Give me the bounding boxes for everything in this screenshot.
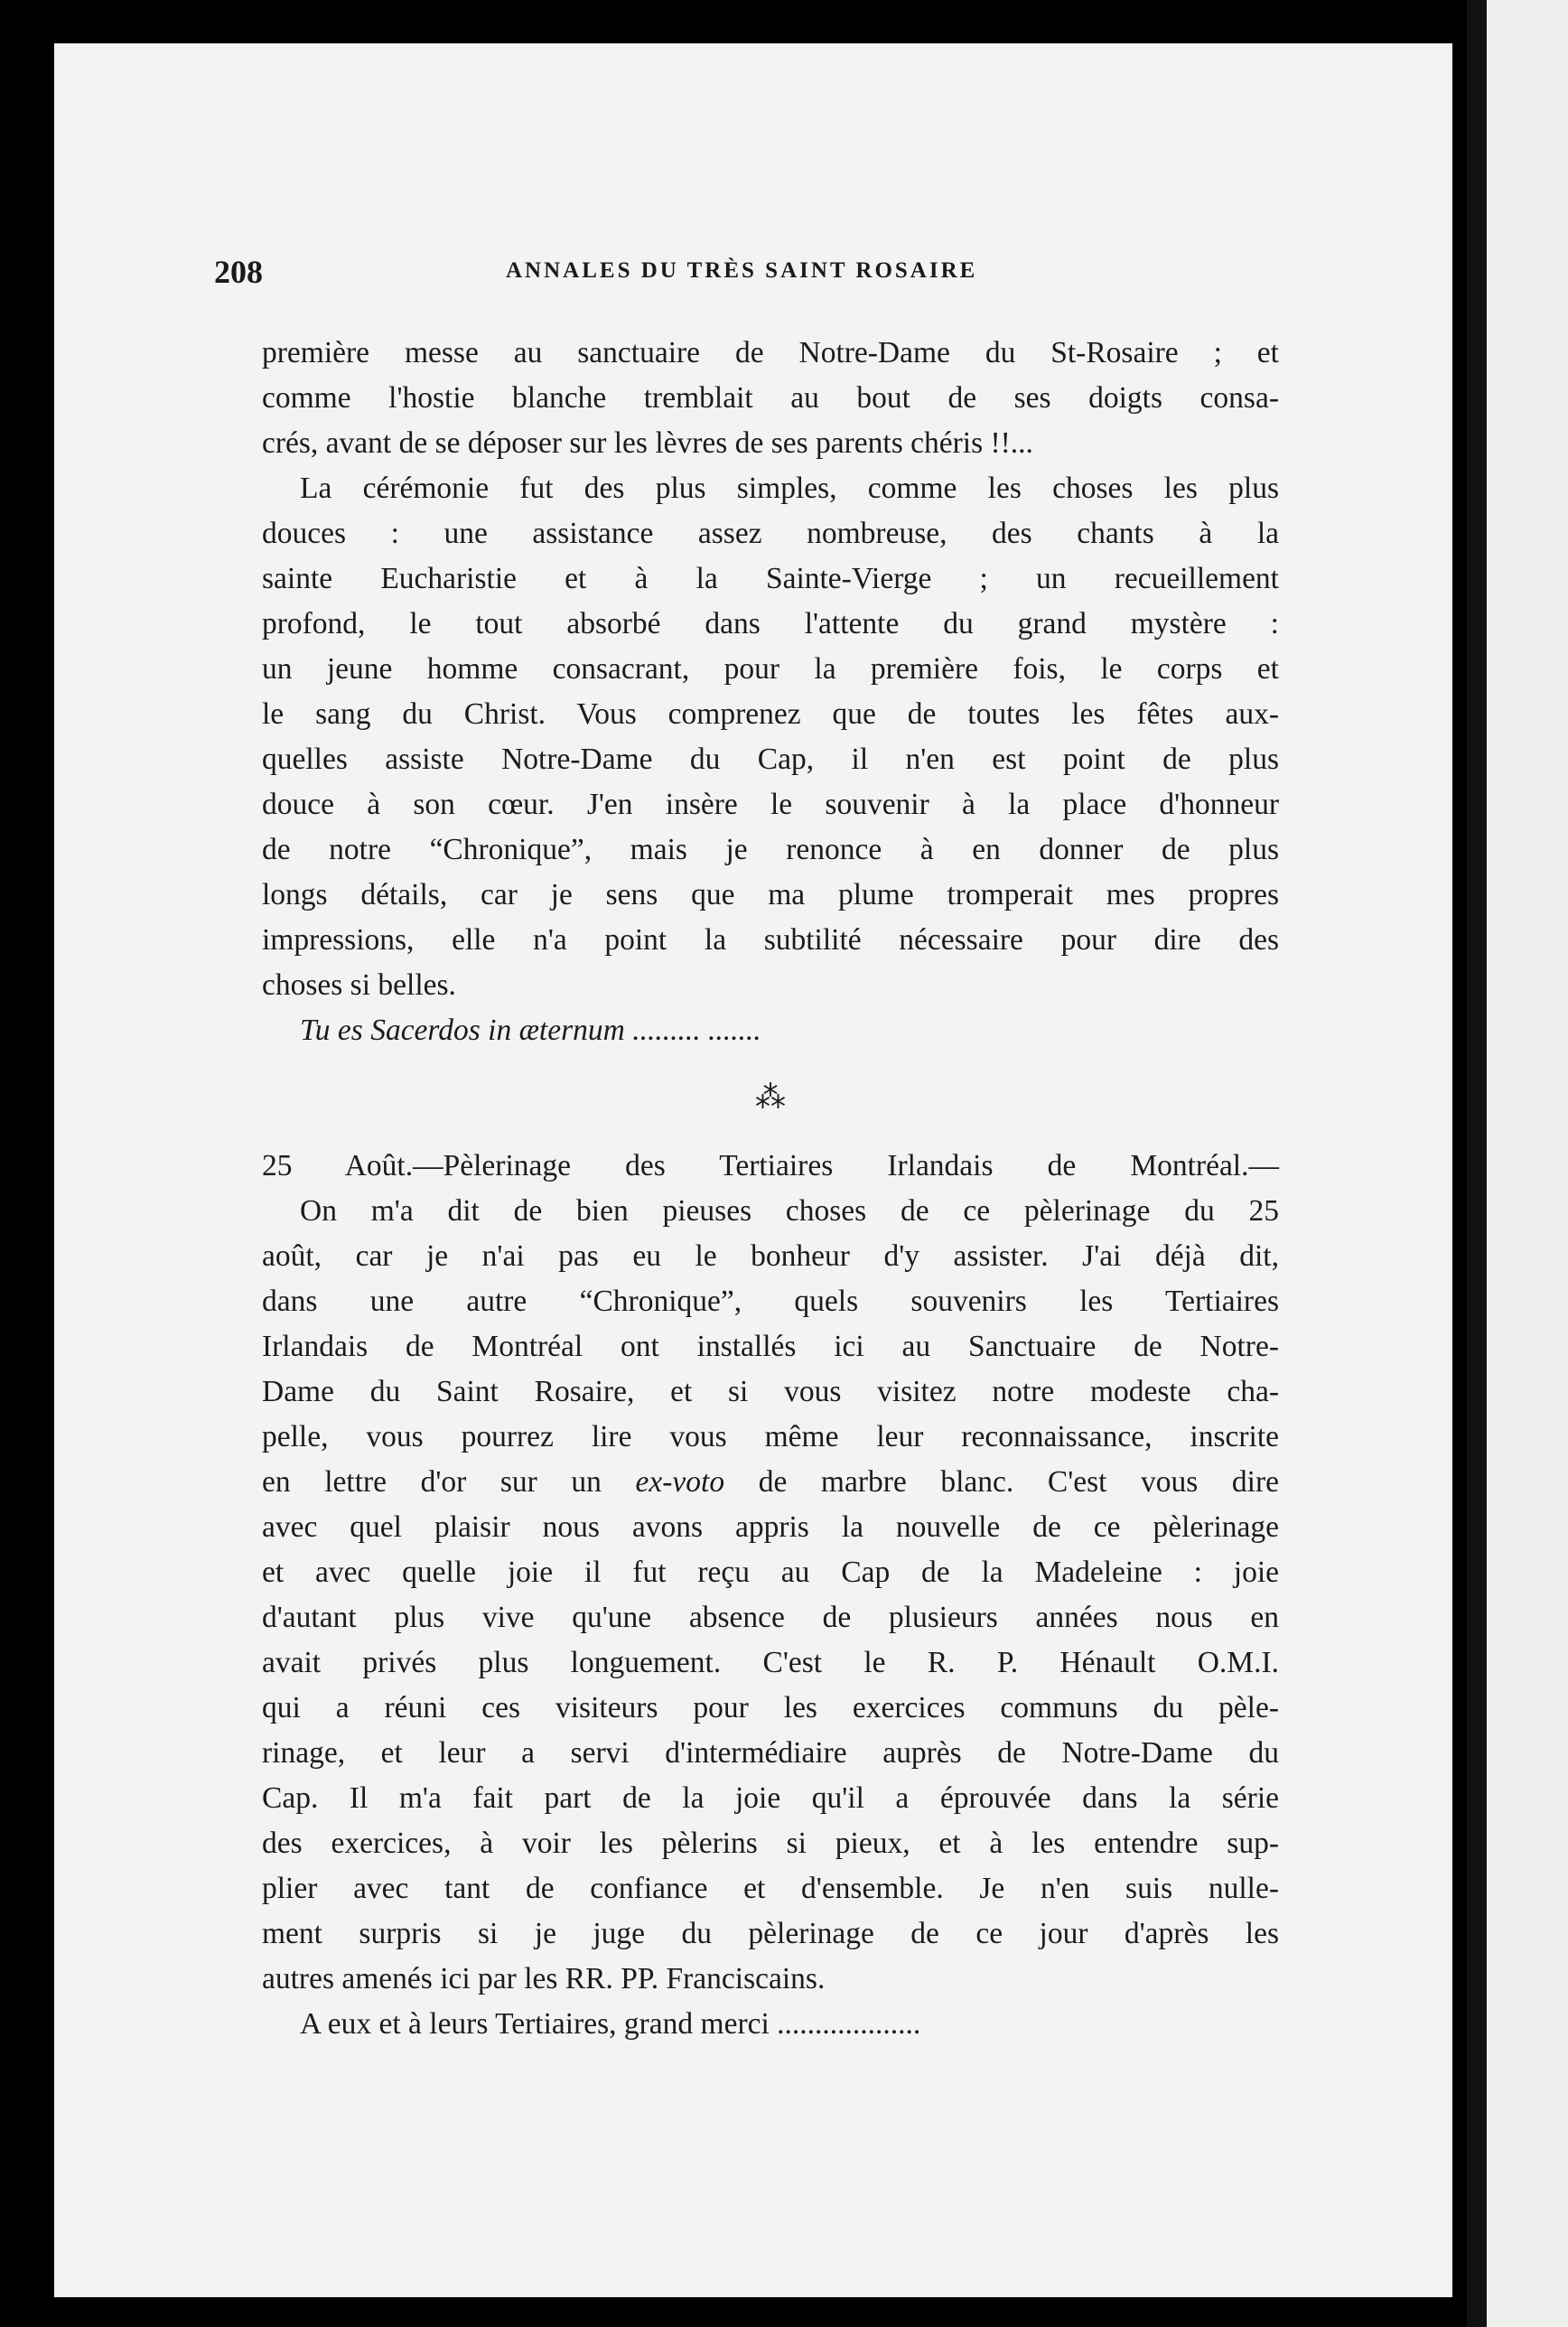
closing-line: A eux et à leurs Tertiaires, grand merci ................... [300,2007,921,2041]
text-line: août, car je n'ai pas eu le bonheur d'y assister. J'ai déjà dit, [262,1239,1279,1273]
text-line: profond, le tout absorbé dans l'attente du grand mystère : [262,607,1279,640]
text-line: La cérémonie fut des plus simples, comme les choses les plus [300,472,1279,505]
italic-term: ex-voto [635,1465,725,1499]
text-line: On m'a dit de bien pieuses choses de ce pèlerinage du 25 [300,1194,1279,1228]
text-line: dans une autre “Chronique”, quels souvenirs les Tertiaires [262,1285,1279,1318]
adjacent-page-edge [1467,0,1568,2327]
text-line: des exercices, à voir les pèlerins si pieux, et à les entendre sup- [262,1827,1279,1860]
text-line: douces : une assistance assez nombreuse, des chants à la [262,517,1279,550]
page-gutter [1467,0,1487,2327]
text-line: crés, avant de se déposer sur les lèvres de ses parents chéris !!... [262,426,1033,460]
text-line: qui a réuni ces visiteurs pour les exercices communs du pèle- [262,1691,1279,1724]
text-line: comme l'hostie blanche tremblait au bout de ses doigts consa- [262,381,1279,415]
text-line: sainte Eucharistie et à la Sainte-Vierge ; un recueillement [262,562,1279,595]
text-line: avait privés plus longuement. C'est le R. P. Hénault O.M.I. [262,1646,1279,1679]
section-heading: 25 Août.—Pèlerinage des Tertiaires Irlandais de Montréal.— [262,1149,1279,1182]
text-fragment: en lettre d'or sur un [262,1465,636,1499]
text-line: autres amenés ici par les RR. PP. Franciscains. [262,1962,826,1995]
text-line: et avec quelle joie il fut reçu au Cap de la Madeleine : joie [262,1556,1279,1589]
text-line: choses si belles. [262,968,456,1002]
page-number: 208 [214,254,263,290]
asterism-divider: ⁂ [755,1081,786,1115]
text-line: le sang du Christ. Vous comprenez que de toutes les fêtes aux- [262,697,1279,731]
text-fragment: de marbre blanc. C'est vous dire [724,1465,1280,1499]
text-line: Irlandais de Montréal ont installés ici au Sanctuaire de Notre- [262,1330,1279,1363]
text-line: rinage, et leur a servi d'intermédiaire auprès de Notre-Dame du [262,1736,1279,1770]
text-line: quelles assiste Notre-Dame du Cap, il n'en est point de plus [262,743,1279,776]
text-line: avec quel plaisir nous avons appris la nouvelle de ce pèlerinage [262,1510,1279,1544]
text-line: un jeune homme consacrant, pour la première fois, le corps et [262,652,1279,686]
text-line: pelle, vous pourrez lire vous même leur reconnaissance, inscrite [262,1420,1279,1453]
text-line: d'autant plus vive qu'une absence de plusieurs années nous en [262,1601,1279,1634]
text-line: Cap. Il m'a fait part de la joie qu'il a éprouvée dans la série [262,1781,1279,1815]
text-line [262,1460,1279,1505]
page-header [214,253,1298,298]
text-line: impressions, elle n'a point la subtilité nécessaire pour dire des [262,923,1279,957]
body-text [262,331,1279,2047]
text-line: douce à son cœur. J'en insère le souvenir à la place d'honneur [262,788,1279,821]
latin-line: Tu es Sacerdos in æternum ......... ....... [300,1014,761,1047]
text-line: de notre “Chronique”, mais je renonce à en donner de plus [262,833,1279,866]
text-line: plier avec tant de confiance et d'ensemble. Je n'en suis nulle- [262,1872,1279,1905]
running-head: ANNALES DU TRÈS SAINT ROSAIRE [506,258,978,283]
text-line: ment surpris si je juge du pèlerinage de ce jour d'après les [262,1917,1279,1950]
text-line: longs détails, car je sens que ma plume tromperait mes propres [262,878,1279,911]
text-line: première messe au sanctuaire de Notre-Dame du St-Rosaire ; et [262,336,1279,369]
text-line: Dame du Saint Rosaire, et si vous visitez notre modeste cha- [262,1375,1279,1408]
